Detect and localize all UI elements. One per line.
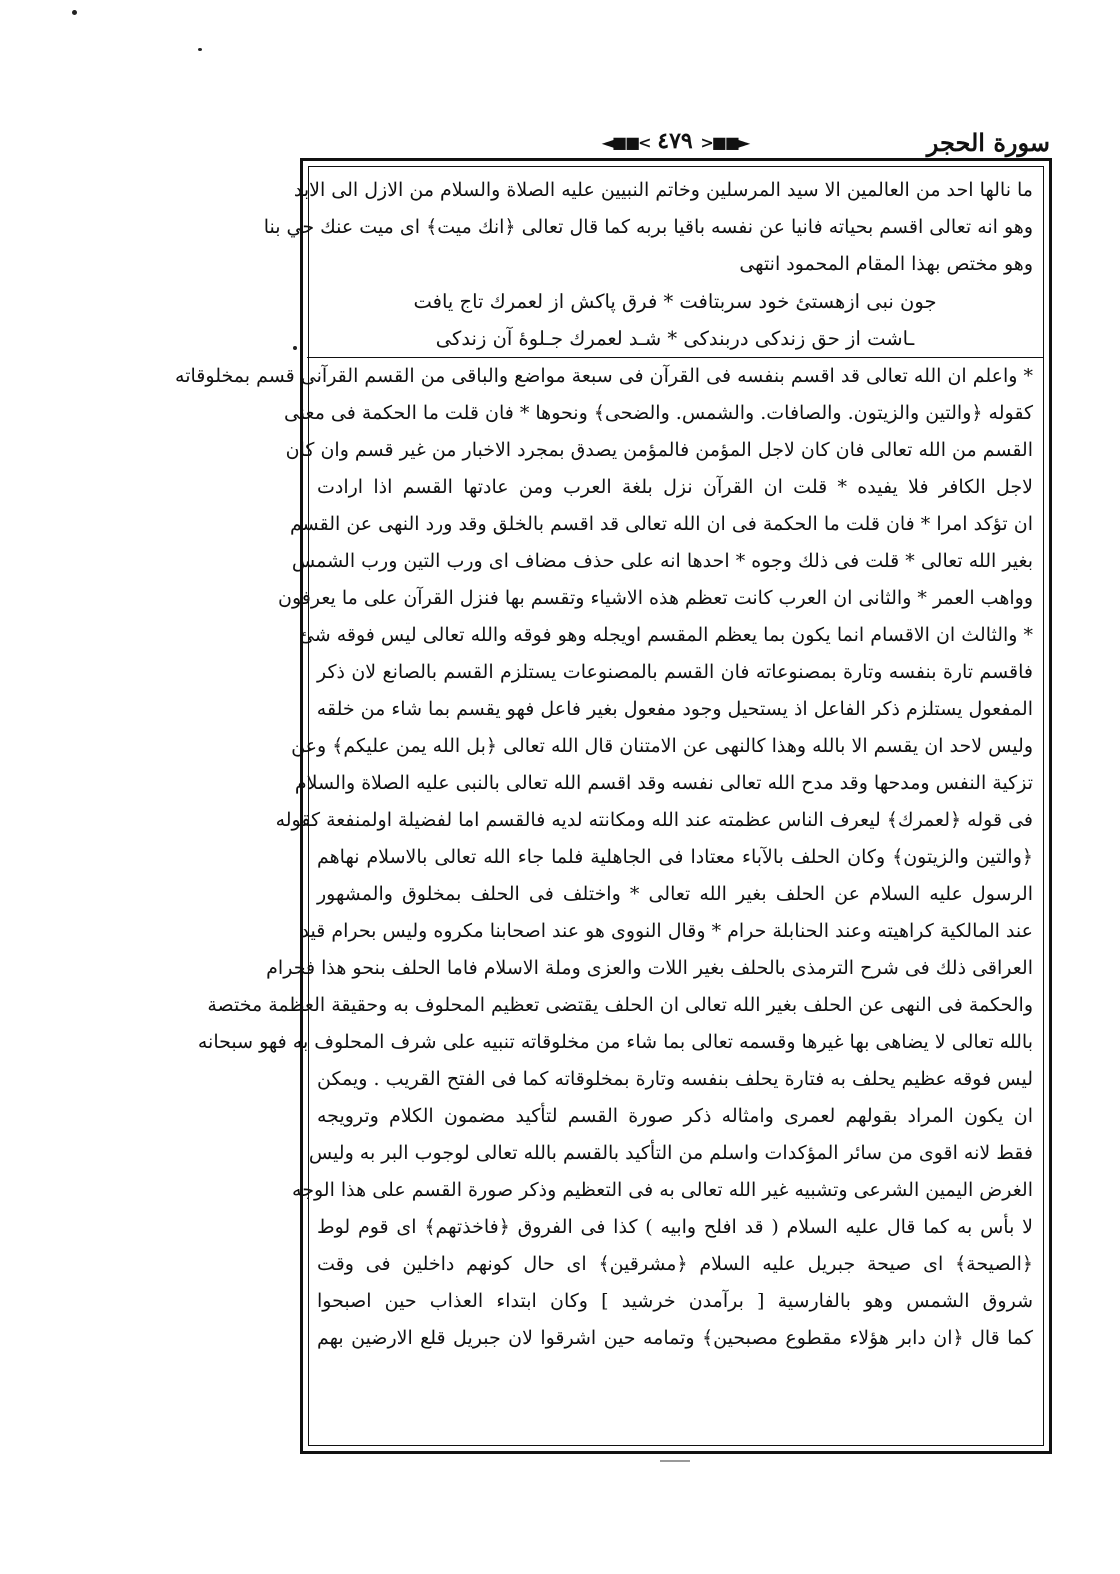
text-line: لاجل الكافر فلا يفيده * قلت ان القرآن نزل بلغة العرب ومن عادتها القسم اذا ارادت <box>317 476 1033 498</box>
text-line: وواهب العمر * والثانى ان العرب كانت تعظم هذه الاشياء وتقسم بها فنزل القرآن على ما يعرفون <box>278 587 1033 609</box>
text-line: فى قوله ﴿لعمرك﴾ ليعرف الناس عظمته عند الله ومكانته لديه فالقسم اما لفضيلة اولمنفعة كقوله <box>275 809 1033 831</box>
text-line: ليس فوقه عظيم يحلف به فتارة يحلف بنفسه وتارة بمخلوقاته كما فى الفتح القريب . ويمكن <box>317 1068 1033 1090</box>
text-line: ﴿الصيحة﴾ اى صيحة جبريل عليه السلام ﴿مشرقين﴾ اى حال كونهم داخلين فى وقت <box>317 1253 1033 1275</box>
text-line: ان يكون المراد بقولهم لعمرى وامثاله ذكر صورة القسم لتأكيد مضمون الكلام وترويجه <box>317 1105 1033 1127</box>
text-line: ﴿والتين والزيتون﴾ وكان الحلف بالآباء معتادا فى الجاهلية فلما جاء الله تعالى بالاسلام نهاهم <box>317 846 1033 868</box>
text-line: وليس لاحد ان يقسم الا بالله وهذا كالنهى عن الامتنان قال الله تعالى ﴿بل الله يمن عليكم﴾ وعن <box>291 735 1033 757</box>
ornament-right-icon: >■■► <box>700 132 749 152</box>
text-line: والحكمة فى النهى عن الحلف بغير الله تعالى ان الحلف يقتضى تعظيم المحلوف به وحقيقة العظمة مختصة <box>207 994 1033 1016</box>
text-line: الرسول عليه السلام عن الحلف بغير الله تعالى * واختلف فى الحلف بمخلوق والمشهور <box>317 883 1033 905</box>
page-number: ٤٧٩ <box>657 128 693 154</box>
text-line: المفعول يستلزم ذكر الفاعل اذ يستحيل وجود مفعول بغير فاعل فهو يقسم بما شاء من خلقه <box>316 698 1033 720</box>
page-body <box>175 172 1037 1357</box>
text-line: فقط لانه اقوى من سائر المؤكدات واسلم من التأكيد بالقسم بالله تعالى لوجوب البر به وليس <box>308 1142 1033 1164</box>
text-line: شروق الشمس وهو بالفارسية [ برآمدن خرشيد ] وكان ابتداء العذاب حين اصبحوا <box>317 1290 1033 1312</box>
poem-verse: جون نبى ازهستئ خود سربتافت * فرق پاكش از لعمرك تاج يافت <box>413 290 937 313</box>
scan-mark <box>660 1460 690 1462</box>
text-line: وهو مختص بهذا المقام المحمود انتهى <box>739 253 1033 275</box>
text-line: بغير الله تعالى * قلت فى ذلك وجوه * احدها انه على حذف مضاف اى ورب التين ورب الشمس <box>291 550 1033 572</box>
text-line: لا بأس به كما قال عليه السلام ( قد افلح وابيه ) كذا فى الفروق ﴿فاخذتهم﴾ اى قوم لوط <box>317 1216 1033 1238</box>
text-line: كما قال ﴿ان دابر هؤلاء مقطوع مصبحين﴾ وتمامه حين اشرقوا لان جبريل قلع الارضين بهم <box>317 1327 1033 1349</box>
text-line: بالله تعالى لا يضاهى بها غيرها وقسمه تعالى بما شاء من مخلوقاته تنبيه على شرف المحلوف به فهو سبحانه <box>197 1031 1033 1053</box>
scan-speck <box>72 10 77 15</box>
text-line: * والثالث ان الاقسام انما يكون بما يعظم المقسم اويجله وهو فوقه والله تعالى ليس فوقه شئ <box>298 624 1033 646</box>
text-line: وهو انه تعالى اقسم بحياته فانيا عن نفسه باقيا بربه كما قال تعالى ﴿انك ميت﴾ اى ميت عنك حي بنا <box>263 216 1033 238</box>
scan-speck <box>293 346 297 350</box>
poem-verse: ـاشت از حق زندكى دربندكى * شـد لعمرك جـلوهٔ آن زندكى <box>435 327 915 350</box>
ornament-left-icon: ◄■■< <box>601 132 650 152</box>
text-line: العراقى ذلك فى شرح الترمذى بالحلف بغير اللات والعزى وملة الاسلام فاما الحلف بنحو هذا فحرام <box>266 957 1033 979</box>
scan-speck <box>198 48 202 51</box>
text-line: ان تؤكد امرا * فان قلت ما الحكمة فى ان الله تعالى قد اقسم بالخلق وقد ورد النهى عن القسم <box>290 513 1033 535</box>
text-line: القسم من الله تعالى فان كان لاجل المؤمن فالمؤمن يصدق بمجرد الاخبار من غير قسم وان كان <box>285 439 1033 461</box>
text-line: * واعلم ان الله تعالى قد اقسم بنفسه فى القرآن فى سبعة مواضع والباقى من القسم القرآنى قسم بمخلوقاته <box>175 365 1033 387</box>
text-line: ما نالها احد من العالمين الا سيد المرسلين وخاتم النبيين عليه الصلاة والسلام من الازل الى الابد <box>293 179 1033 201</box>
text-line: تزكية النفس ومدحها وقد مدح الله تعالى نفسه وقد اقسم الله تعالى بالنبى عليه الصلاة والسلام <box>294 772 1033 794</box>
surah-name: سورة الحجر <box>926 128 1050 157</box>
text-line: عند المالكية كراهيته وعند الحنابلة حرام * وقال النووى هو عند اصحابنا مكروه وليس بحرام قيد <box>300 920 1033 942</box>
text-line: الغرض اليمين الشرعى وتشبيه غير الله تعالى به فى التعظيم وذكر صورة القسم على هذا الوجه <box>292 1179 1033 1201</box>
text-line: كقوله ﴿والتين والزيتون. والصافات. والشمس. والضحى﴾ ونحوها * فان قلت ما الحكمة فى معنى <box>283 402 1033 424</box>
page-number-ornament <box>300 128 1050 154</box>
text-line: فاقسم تارة بنفسه وتارة بمصنوعاته فان القسم بالمصنوعات يستلزم القسم بالصانع لان ذكر <box>317 661 1033 683</box>
